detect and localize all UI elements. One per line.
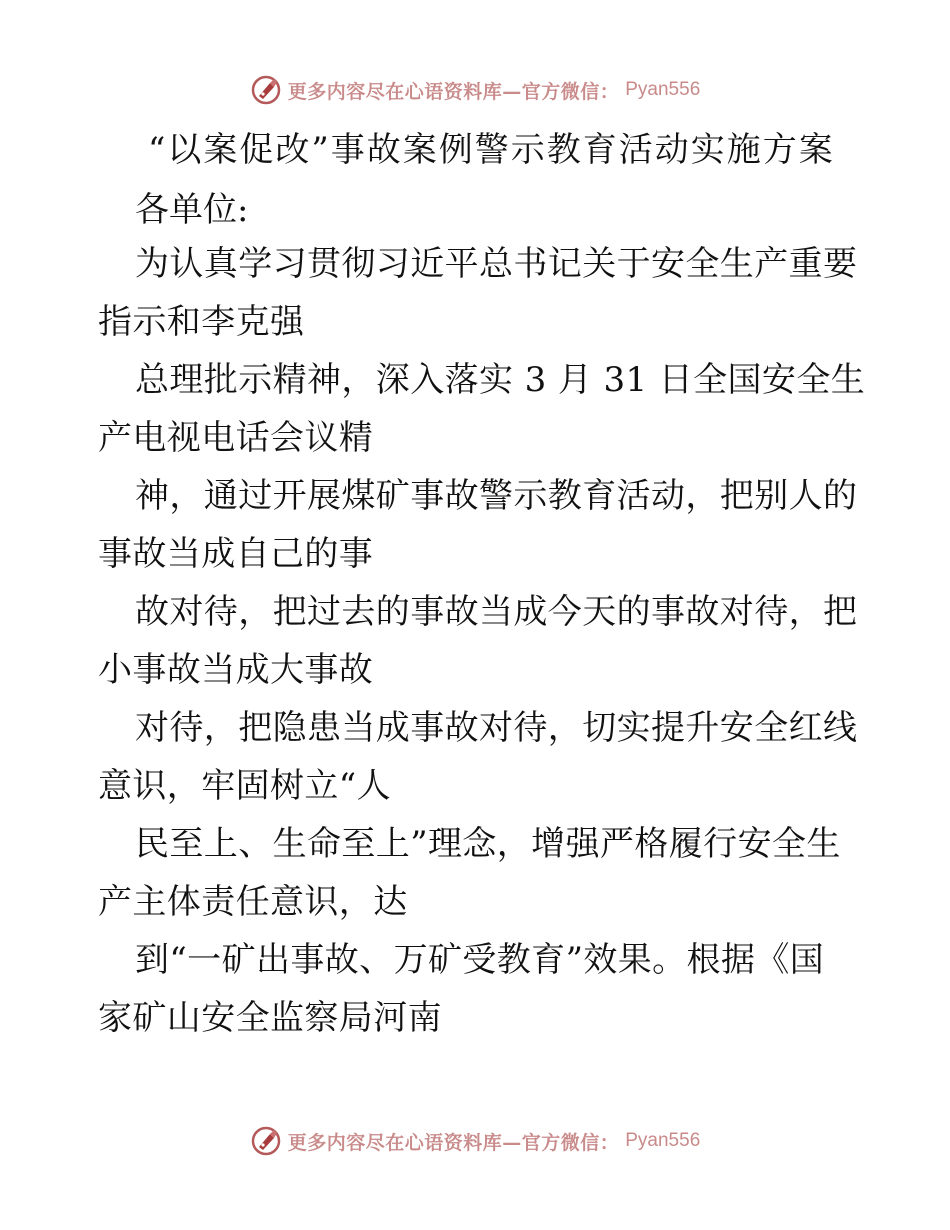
paragraph-6	[98, 815, 858, 931]
paragraph-line: 为认真学习贯彻习近平总书记关于安全生产重要	[135, 244, 858, 284]
paragraph-line: 事故当成自己的事	[98, 534, 374, 574]
paragraph-7	[98, 931, 858, 1047]
paragraph-line: 产主体责任意识，达	[98, 882, 408, 922]
paragraph-line: 意识，牢固树立“人	[98, 766, 391, 806]
paragraph-line: 民至上、生命至上”理念，增强严格履行安全生	[135, 824, 841, 864]
watermark-text: 更多内容尽在心语资料库—官方微信：	[287, 80, 620, 103]
paragraph-3	[98, 467, 858, 583]
paragraph-line: 总理批示精神，深入落实 3 月 31 日全国安全生	[135, 360, 866, 400]
document-title: “以案促改”事故案例警示教育活动实施方案	[148, 130, 835, 170]
paragraph-line: 家矿山安全监察局河南	[98, 998, 442, 1038]
paragraph-4	[98, 583, 858, 699]
watermark-header	[0, 70, 950, 110]
watermark-footer	[0, 1121, 950, 1161]
salutation: 各单位:	[135, 190, 249, 230]
paragraph-line: 神，通过开展煤矿事故警示教育活动，把别人的	[135, 476, 858, 516]
paragraph-line: 产电视电话会议精	[98, 418, 374, 458]
paragraph-line: 到“一矿出事故、万矿受教育”效果。根据《国	[135, 940, 825, 980]
paragraph-line: 指示和李克强	[98, 302, 305, 342]
watermark-handle: Pyan556	[625, 1130, 701, 1151]
watermark-handle: Pyan556	[625, 79, 701, 100]
paragraph-1	[98, 235, 858, 351]
watermark-text: 更多内容尽在心语资料库—官方微信：	[287, 1131, 620, 1154]
paragraph-5	[98, 699, 858, 815]
paragraph-line: 小事故当成大事故	[98, 650, 374, 690]
paragraph-line: 故对待，把过去的事故当成今天的事故对待，把	[135, 592, 858, 632]
paragraph-line: 对待，把隐患当成事故对待，切实提升安全红线	[135, 708, 858, 748]
pen-nib-circle-icon	[250, 74, 282, 106]
paragraph-2	[98, 351, 866, 467]
pen-nib-circle-icon	[250, 1125, 282, 1157]
